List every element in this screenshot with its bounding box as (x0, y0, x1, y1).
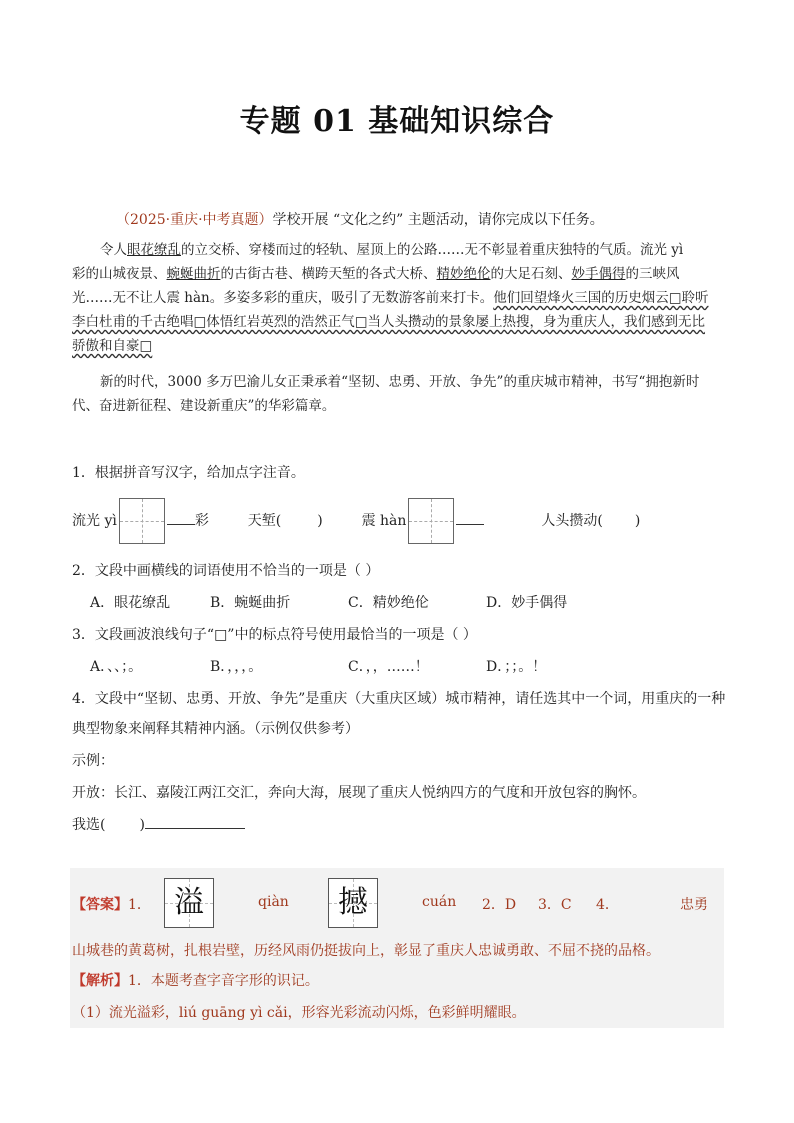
passage-line-1: 令人眼花缭乱的立交桥、穿楼而过的轻轨、屋顶上的公路……无不彰显着重庆独特的气质。流光 yì (100, 242, 684, 258)
wavy-sentence-2: 李白杜甫的千古绝唱□体悟红岩英烈的浩然正气□当人头攒动的景象屡上热搜，身为重庆人，我们感到无比 (72, 314, 706, 330)
underlined-word-2: 蜿蜒曲折 (166, 266, 221, 282)
analysis-line: 【解析】1．本题考查字音字形的识记。 (72, 973, 319, 989)
answer-blank-line[interactable] (145, 828, 245, 829)
analysis-tag: 【解析】 (72, 973, 128, 989)
q3-option-c[interactable]: C．，，……！ (348, 659, 429, 675)
q1-stem: 1．根据拼音写汉字，给加点字注音。 (72, 465, 305, 481)
answer-pinyin-1: qiàn (258, 894, 289, 910)
q2-stem: 2．文段中画横线的词语使用不恰当的一项是（ ） (72, 563, 380, 579)
answer-char-box-2: 撼 (328, 878, 378, 928)
q2-option-b[interactable]: B．蜿蜒曲折 (210, 595, 291, 611)
passage-line-4 (72, 310, 722, 334)
passage-line-5 (72, 334, 722, 358)
underlined-word-4: 妙手偶得 (571, 266, 626, 282)
wavy-sentence-1: 他们回望烽火三国的历史烟云□聆听 (493, 290, 709, 306)
passage-line-2: 彩的山城夜景、蜿蜒曲折的古街古巷、横跨天堑的各式大桥、精妙绝伦的大足石刻、妙手偶得的三峡风 (72, 266, 680, 282)
writing-grid-2[interactable] (408, 498, 454, 544)
q3-stem: 3．文段画波浪线句子“□”中的标点符号使用最恰当的一项是（ ） (72, 627, 477, 643)
passage-p2-line-1: 新的时代，3000 多万巴渝儿女正秉承着“坚韧、忠勇、开放、争先”的重庆城市精神，书写“拥抱新时 (100, 374, 700, 390)
wavy-sentence-3: 骄傲和自豪□ (72, 338, 153, 354)
answer-section (70, 868, 724, 1028)
passage (72, 238, 722, 418)
answer-pinyin-2: cuán (422, 894, 457, 910)
underlined-word-1: 眼花缭乱 (127, 242, 181, 258)
q4-my-choice: 我选( ) (72, 814, 245, 834)
q4-example: 开放：长江、嘉陵江两江交汇，奔向大海，展现了重庆人悦纳四方的气度和开放包容的胸怀。 (72, 785, 646, 801)
q1-answers: 流光 yì 彩 天堑( ) 震 hàn 人头攒动( ) (72, 498, 640, 542)
answer-char-box-1: 溢 (164, 878, 214, 928)
q1-item-1: 流光 yì (72, 513, 117, 529)
q2-option-a[interactable]: A．眼花缭乱 (90, 595, 171, 611)
q4-stem-2: 典型物象来阐释其精神内涵。（示例仅供参考） (72, 721, 359, 737)
answer-line-1: 【答案】1． (72, 897, 151, 913)
q1-item-3: 震 hàn (361, 513, 407, 529)
passage-line-3: 光……无不让人震 hàn。多姿多彩的重庆，吸引了无数游客前来打卡。他们回望烽火三国的历史烟云□聆听 (72, 290, 709, 306)
answer-4: 4． (596, 897, 619, 913)
q3-option-a[interactable]: A．、、；。 (90, 659, 143, 675)
answer-3: 3．C (538, 897, 572, 913)
blank-line-2[interactable] (456, 524, 484, 525)
analysis-line-2: （1）流光溢彩，liú guāng yì cǎi，形容光彩流动闪烁，色彩鲜明耀眼。 (72, 1005, 526, 1021)
q4-example-label: 示例： (72, 753, 114, 769)
answer-line-2: 山城巷的黄葛树，扎根岩壁，历经风雨仍挺拔向上，彰显了重庆人忠诚勇敢、不屈不挠的品格。 (72, 943, 660, 959)
q3-option-b[interactable]: B．，，，。 (210, 659, 263, 675)
blank-line-1[interactable] (167, 524, 195, 525)
page-title: 专题 01 基础知识综合 (239, 104, 555, 139)
intro-text: 学校开展 “文化之约” 主题活动，请你完成以下任务。 (272, 212, 604, 228)
answer-4-word: 忠勇 (680, 897, 708, 913)
q4-stem-1: 4．文段中“坚韧、忠勇、开放、争先”是重庆（大重庆区域）城市精神，请任选其中一个词，用重庆的一种 (72, 691, 726, 707)
underlined-word-3: 精妙绝伦 (436, 266, 491, 282)
q1-item-4: 人头攒动( (541, 513, 603, 529)
q2-option-d[interactable]: D．妙手偶得 (486, 595, 568, 611)
passage-p2-line-2: 代、奋进新征程、建设新重庆”的华彩篇章。 (72, 398, 336, 414)
q1-item-2: 天堑( (247, 513, 282, 529)
answer-2: 2．D (482, 897, 517, 913)
answer-tag: 【答案】 (72, 897, 128, 913)
q3-option-d[interactable]: D．；；。！ (486, 659, 547, 675)
intro-line (72, 210, 722, 230)
writing-grid-1[interactable] (119, 498, 165, 544)
q2-option-c[interactable]: C．精妙绝伦 (348, 595, 429, 611)
source-label: （2025·重庆·中考真题） (116, 212, 273, 228)
